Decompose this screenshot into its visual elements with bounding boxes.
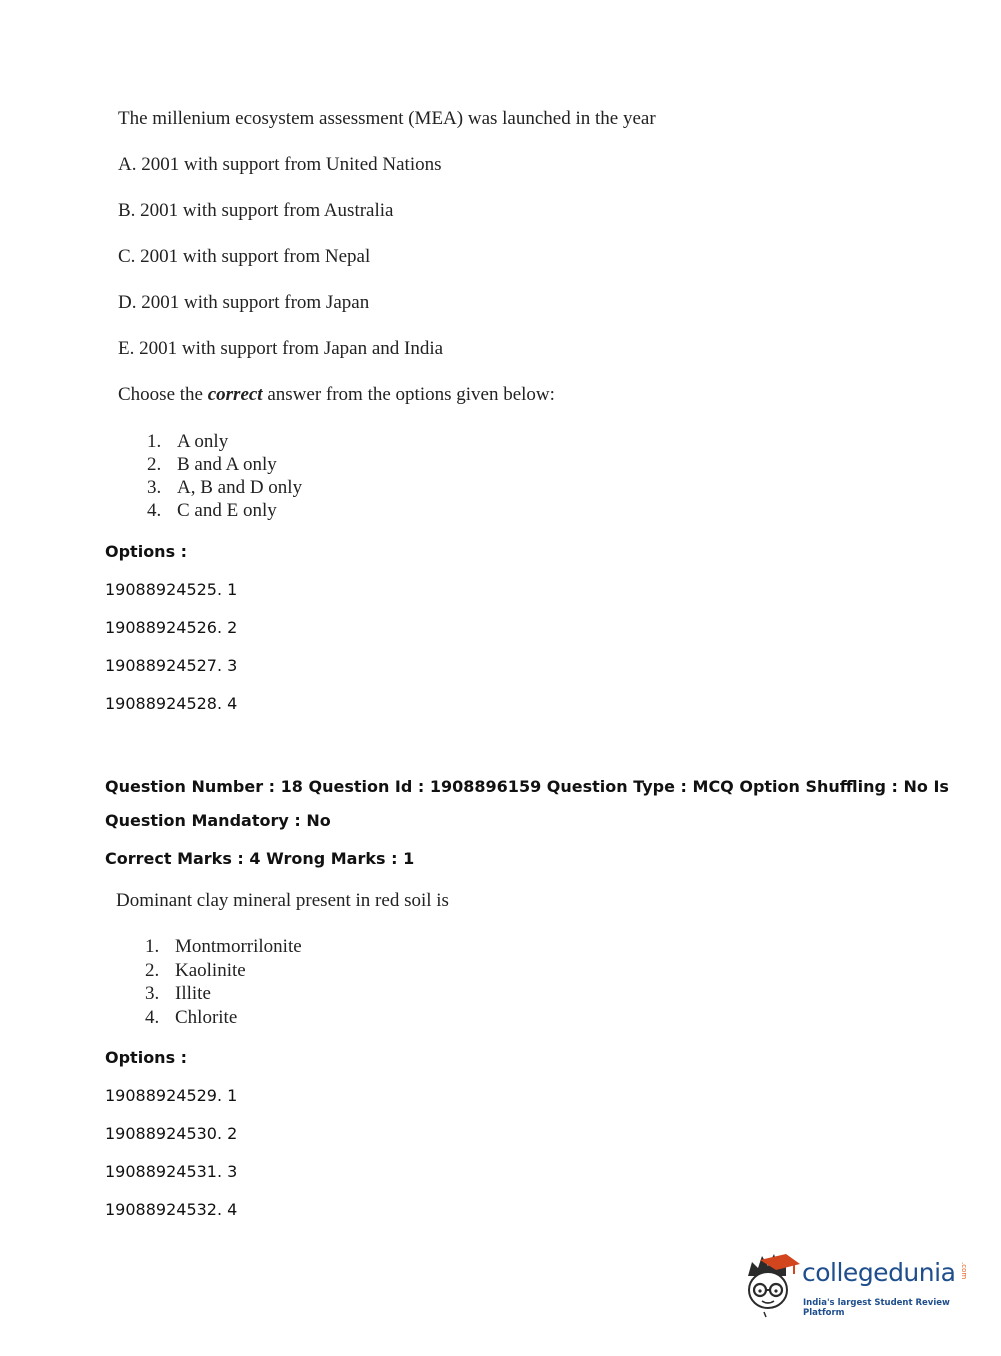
q18-option-1: 19088924529. 1 <box>105 1086 238 1105</box>
logo-tagline: India's largest Student Review Platform <box>803 1298 950 1318</box>
q17-choice-1 <box>147 430 302 453</box>
q18-choice-list <box>145 935 302 1029</box>
q17-choice-list <box>147 430 302 522</box>
q17-choice-3 <box>147 476 302 499</box>
q17-choice-2 <box>147 453 302 476</box>
q17-choice-3-num: 3. <box>147 477 162 498</box>
q17-statement-c: C. 2001 with support from Nepal <box>118 246 371 267</box>
q18-choice-3 <box>145 982 302 1006</box>
q17-choice-2-text: B and A only <box>177 454 277 475</box>
q17-statement-a: A. 2001 with support from United Nations <box>118 154 442 175</box>
q17-option-4: 19088924528. 4 <box>105 694 238 713</box>
logo-com-suffix: .com <box>960 1262 968 1280</box>
q18-meta-line1: Question Number : 18 Question Id : 1908896159 Question Type : MCQ Option Shuffling : No Is <box>105 777 949 796</box>
q18-option-3: 19088924531. 3 <box>105 1162 238 1181</box>
q17-instruction-pre: Choose the <box>118 384 208 405</box>
q18-choice-1 <box>145 935 302 959</box>
q17-option-1: 19088924525. 1 <box>105 580 238 599</box>
q17-instruction-post: answer from the options given below: <box>262 384 555 405</box>
q17-statement-d: D. 2001 with support from Japan <box>118 292 370 313</box>
q18-options-label: Options : <box>105 1048 188 1067</box>
q18-choice-2-text: Kaolinite <box>175 959 246 981</box>
q18-option-2: 19088924530. 2 <box>105 1124 238 1143</box>
q18-marks: Correct Marks : 4 Wrong Marks : 1 <box>105 849 415 868</box>
q18-choice-3-num: 3. <box>145 983 160 1004</box>
q17-choice-4-text: C and E only <box>177 500 277 521</box>
q17-option-3: 19088924527. 3 <box>105 656 238 675</box>
q18-choice-2 <box>145 959 302 983</box>
q18-choice-3-text: Illite <box>175 983 211 1004</box>
logo-wordmark: collegedunia <box>802 1258 956 1287</box>
q17-instruction-emphasis: correct <box>207 384 263 405</box>
q18-option-4: 19088924532. 4 <box>105 1200 238 1219</box>
q17-statement-b: B. 2001 with support from Australia <box>118 200 394 221</box>
q18-choice-4-num: 4. <box>145 1006 160 1028</box>
q18-choice-4-text: Chlorite <box>175 1006 238 1028</box>
q17-option-2: 19088924526. 2 <box>105 618 238 637</box>
q17-instruction <box>118 384 555 406</box>
q18-choice-1-num: 1. <box>145 936 160 957</box>
q17-choice-3-text: A, B and D only <box>177 477 303 498</box>
collegedunia-logo[interactable] <box>742 1250 972 1320</box>
q17-choice-1-text: A only <box>177 431 229 452</box>
q17-choice-1-num: 1. <box>147 431 162 452</box>
q18-choice-1-text: Montmorrilonite <box>175 936 302 957</box>
q17-statement-e: E. 2001 with support from Japan and India <box>118 338 444 359</box>
q18-choice-2-num: 2. <box>145 959 160 981</box>
q17-stem: The millenium ecosystem assessment (MEA) was launched in the year <box>118 108 656 129</box>
q18-choice-4 <box>145 1006 302 1030</box>
q18-meta-line2: Question Mandatory : No <box>105 811 331 830</box>
q18-stem: Dominant clay mineral present in red soil is <box>116 890 449 911</box>
q17-choice-4-num: 4. <box>147 500 162 521</box>
q17-choice-4 <box>147 499 302 522</box>
q17-choice-2-num: 2. <box>147 454 162 475</box>
q17-options-label: Options : <box>105 542 188 561</box>
mascot-icon <box>742 1250 802 1318</box>
